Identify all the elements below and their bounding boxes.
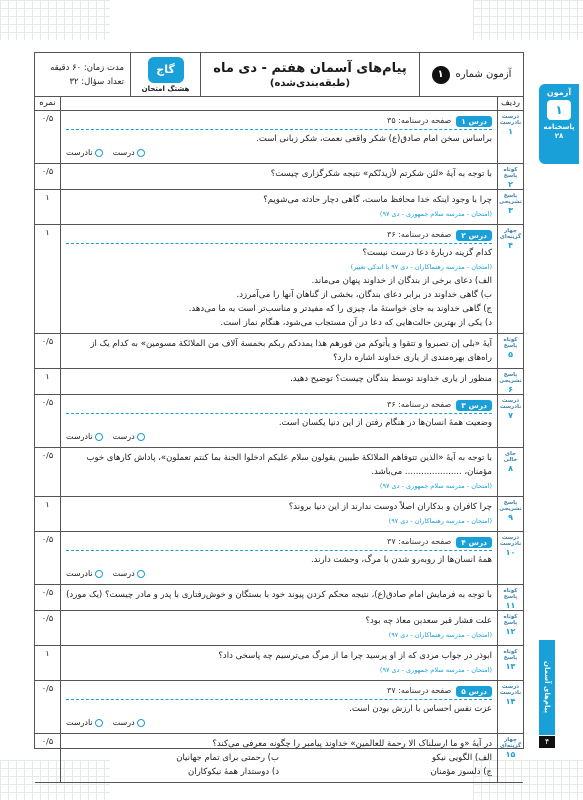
radio-icon[interactable] — [137, 433, 145, 441]
question-number — [497, 395, 523, 447]
question-text: چرا کافران و بدکاران اصلاً دوست ندارند از این دنیا بروند؟ — [288, 502, 492, 512]
true-label: درست — [112, 432, 135, 441]
question-source: (امتحان - مدرسه سلام جمهوری - دی ۹۷) — [379, 482, 492, 490]
question-index: ۶ — [508, 385, 513, 394]
question-score: ۱ — [35, 369, 61, 394]
option-item[interactable]: ج) دلسوز مؤمنان — [430, 767, 492, 777]
question-text: آیهٔ «بلی إن تصبروا و تتقوا و یأتوکم من فورهم هذا یمددکم ربکم بخمسة آلاف من الملائکة مسومین» به کدام یک از راه‌های بهره‌مندی از یاری خداوند اشاره دارد؟ — [90, 339, 492, 363]
option-item: الف) دعای برخی از بندگان از خداوند پنهان می‌ماند. — [311, 276, 492, 286]
exam-number-box — [419, 53, 523, 96]
page-number: ۴ — [539, 736, 555, 748]
question-text: علت فشار قبر سعدبن معاذ چه بود؟ — [365, 616, 492, 626]
question-text: عزت نفس احساس با ارزش بودن است. — [349, 704, 492, 714]
option-item: ج) گاهی خداوند به جای خواستهٔ ما، چیزی را که مفیدتر و مناسب‌تر است به ما می‌دهد. — [188, 304, 492, 314]
question-score: ۰/۵ — [35, 334, 61, 368]
exam-header — [35, 53, 523, 97]
side-tab-label: آزمون — [546, 88, 572, 97]
question-score: ۰/۵ — [35, 611, 61, 645]
true-option[interactable] — [113, 716, 145, 730]
question-type-tag: جای خالی — [503, 451, 518, 463]
question-source: (امتحان - مدرسه رهنماکاران - دی ۹۷) — [388, 631, 492, 639]
question-type-tag: درست نادرست — [499, 114, 522, 126]
false-label: نادرست — [66, 148, 93, 157]
lesson-header — [66, 398, 492, 414]
true-label: درست — [112, 718, 135, 727]
lesson-badge: درس ۲ — [456, 230, 492, 241]
question-text: با توجه به آیهٔ «الذین تتوفاهم الملائکة طیبین یقولون سلام علیکم ادخلوا الجنة بما کنتم تعملون»، پاداش کارهای خوب مؤمنان، ..................... می‌باشد. — [86, 453, 492, 477]
question-score: ۰/۵ — [35, 395, 61, 447]
question-body — [61, 532, 497, 584]
question-text: چرا با وجود اینکه خدا محافظ ماست، گاهی دچار حادثه می‌شویم؟ — [263, 195, 492, 205]
row-column-label: ردیف — [497, 97, 523, 110]
question-index: ۳ — [508, 206, 513, 215]
question-body — [61, 497, 497, 531]
false-option[interactable] — [66, 430, 103, 444]
side-tab-number: ۱ — [547, 100, 571, 120]
lesson-page: صفحه درسنامه: ۳۵ — [387, 116, 452, 125]
false-label: نادرست — [66, 569, 93, 578]
exam-count: تعداد سؤال: ۳۲ — [69, 76, 124, 87]
question-text: ابوذر در جواب مردی که از او پرسید چرا ما از مرگ می‌ترسیم چه پاسخی داد؟ — [218, 651, 492, 661]
question-score: ۰/۵ — [35, 585, 61, 610]
decorative-pattern — [0, 0, 110, 40]
question-source: (امتحان - مدرسه سلام جمهوری - دی ۹۷) — [379, 666, 492, 674]
lesson-page: صفحه درسنامه: ۳۶ — [387, 400, 452, 409]
question-row — [35, 369, 523, 395]
false-option[interactable] — [66, 567, 103, 581]
question-score: ۱ — [35, 225, 61, 333]
exam-meta — [35, 53, 131, 96]
lesson-header — [66, 684, 492, 700]
question-type-tag: کوتاه پاسخ — [503, 588, 518, 600]
question-score: ۰/۵ — [35, 164, 61, 189]
question-row — [35, 111, 523, 164]
question-body — [61, 334, 497, 368]
question-number — [497, 585, 523, 610]
lesson-header — [66, 228, 492, 244]
question-index: ۱ — [508, 127, 513, 136]
question-source: (امتحان - مدرسه رهنماکاران - دی ۹۷) — [388, 517, 492, 525]
question-body — [61, 225, 497, 333]
question-index: ۱۲ — [505, 627, 516, 636]
true-false-choices — [66, 430, 492, 444]
subject-strip: پیام‌های آسمان — [539, 640, 555, 735]
option-item[interactable]: د) دوستدار همهٔ نیکوکاران — [187, 767, 279, 777]
question-number — [497, 681, 523, 733]
question-score: ۱ — [35, 190, 61, 224]
question-body — [61, 646, 497, 680]
question-number — [497, 646, 523, 680]
score-column-label: نمره — [35, 97, 61, 110]
question-text: براساس سخن امام صادق(ع) شکر واقعی نعمت، شکر زبانی است. — [256, 134, 492, 144]
question-text: کدام گزینه دربارهٔ دعا درست نیست؟ — [362, 248, 492, 258]
decorative-pattern — [473, 0, 583, 40]
question-row — [35, 532, 523, 585]
question-type-tag: کوتاه پاسخ — [503, 167, 518, 179]
option-item: ب) گاهی خداوند در برابر دعای بندگان، بخشی از گناهان آنها را می‌آمرزد. — [236, 290, 492, 300]
lesson-badge: درس ۴ — [456, 537, 492, 548]
question-body — [61, 448, 497, 496]
question-text: همهٔ انسان‌ها از روبه‌رو شدن با مرگ، وحشت دارند. — [310, 555, 492, 565]
radio-icon[interactable] — [95, 570, 103, 578]
question-row — [35, 448, 523, 497]
question-number — [497, 497, 523, 531]
question-type-tag: درست نادرست — [499, 684, 522, 696]
question-index: ۸ — [508, 464, 513, 473]
question-index: ۹ — [508, 513, 513, 522]
exam-title: پیام‌های آسمان هفتم - دی ماه — [213, 60, 407, 76]
radio-icon[interactable] — [95, 433, 103, 441]
question-row — [35, 497, 523, 532]
question-body — [61, 734, 497, 782]
question-number — [497, 164, 523, 189]
question-index: ۷ — [508, 411, 513, 420]
question-index: ۱۰ — [505, 548, 516, 557]
option-grid — [66, 751, 492, 779]
false-label: نادرست — [66, 432, 93, 441]
true-false-choices — [66, 146, 492, 160]
question-row — [35, 164, 523, 190]
question-type-tag: کوتاه پاسخ — [503, 614, 518, 626]
question-body — [61, 369, 497, 394]
question-number — [497, 190, 523, 224]
question-row — [35, 190, 523, 225]
lesson-header — [66, 114, 492, 130]
question-score: ۰/۵ — [35, 532, 61, 584]
question-number — [497, 448, 523, 496]
lesson-header — [66, 535, 492, 551]
true-false-choices — [66, 567, 492, 581]
question-text: وضعیت همهٔ انسان‌ها در هنگام رفتن از این دنیا یکسان است. — [278, 418, 492, 428]
question-number — [497, 369, 523, 394]
question-index: ۱۱ — [505, 601, 516, 610]
question-row — [35, 225, 523, 334]
question-index: ۲ — [508, 180, 513, 189]
question-score: ۰/۵ — [35, 448, 61, 496]
question-row — [35, 395, 523, 448]
question-row — [35, 646, 523, 681]
exam-subtitle: (طبقه‌بندی‌شده) — [269, 77, 351, 89]
true-option[interactable] — [113, 146, 145, 160]
logo-caption: هشتگ امتحان — [141, 84, 190, 93]
question-index: ۱۴ — [505, 697, 516, 706]
option-item[interactable]: ب) رحمتی برای تمام جهانیان — [176, 753, 279, 763]
question-type-tag: پاسخ تشریحی — [499, 193, 522, 205]
lesson-badge: درس ۱ — [456, 116, 492, 127]
exam-number: ۱ — [432, 66, 450, 84]
question-number — [497, 611, 523, 645]
question-type-tag: کوتاه پاسخ — [503, 337, 518, 349]
question-row — [35, 334, 523, 369]
question-type-tag: چهار گزینه‌ای — [499, 737, 522, 749]
question-text: منظور از یاری خداوند توسط بندگان چیست؟ توضیح دهید. — [290, 374, 492, 384]
question-body — [61, 395, 497, 447]
lesson-badge: درس ۵ — [456, 686, 492, 697]
exam-title-box — [201, 53, 419, 96]
question-number — [497, 734, 523, 782]
question-score: ۰/۵ — [35, 734, 61, 782]
radio-icon[interactable] — [137, 719, 145, 727]
exam-time: مدت زمان: ۶۰ دقیقه — [50, 62, 124, 73]
true-false-choices — [66, 716, 492, 730]
question-type-tag: درست نادرست — [499, 398, 522, 410]
question-number — [497, 334, 523, 368]
question-index: ۱۵ — [505, 750, 516, 759]
question-list — [35, 111, 523, 783]
column-header — [35, 97, 523, 111]
true-option[interactable] — [113, 430, 145, 444]
question-body — [61, 681, 497, 733]
question-body — [61, 611, 497, 645]
question-score: ۰/۵ — [35, 111, 61, 163]
question-text: در آیهٔ «و ما ارسلناک الا رحمة للعالمین» خداوند پیامبر را چگونه معرفی می‌کند؟ — [212, 739, 492, 749]
radio-icon[interactable] — [95, 719, 103, 727]
question-body — [61, 164, 497, 189]
side-tab-answer: پاسخنامه ۲۸ — [543, 123, 575, 140]
question-score: ۱ — [35, 646, 61, 680]
lesson-page: صفحه درسنامه: ۳۶ — [387, 230, 452, 239]
question-type-tag: چهار گزینه‌ای — [499, 228, 522, 240]
question-score: ۰/۵ — [35, 681, 61, 733]
radio-icon[interactable] — [137, 570, 145, 578]
question-source: (امتحان - مدرسه سلام جمهوری - دی ۹۷) — [379, 210, 492, 218]
lesson-page: صفحه درسنامه: ۳۷ — [387, 537, 452, 546]
question-number — [497, 111, 523, 163]
question-text: با توجه به آیهٔ «لئن شکرتم لأزیدنّکم» نتیجه شکرگزاری چیست؟ — [270, 169, 492, 179]
false-option[interactable] — [66, 146, 103, 160]
question-type-tag: درست نادرست — [499, 535, 522, 547]
question-number — [497, 532, 523, 584]
question-type-tag: کوتاه پاسخ — [503, 649, 518, 661]
question-text: با توجه به فرمایش امام صادق(ع)، نتیجه محکم کردن پیوند خود با بستگان و خوش‌رفتاری با پدر و مادر چیست؟ (یک مورد) — [66, 590, 492, 600]
question-score: ۱ — [35, 497, 61, 531]
false-label: نادرست — [66, 718, 93, 727]
exam-sheet — [34, 52, 524, 777]
radio-icon[interactable] — [95, 149, 103, 157]
lesson-page: صفحه درسنامه: ۳۷ — [387, 686, 452, 695]
question-number — [497, 225, 523, 333]
option-item: د) یکی از بهترین حالت‌هایی که دعا در آن مستجاب می‌شود، هنگام نماز است. — [220, 318, 492, 328]
exam-label: آزمون شماره — [455, 69, 512, 80]
true-label: درست — [112, 569, 135, 578]
logo-mark: گاج — [148, 57, 184, 83]
question-row — [35, 681, 523, 734]
exam-side-tab — [539, 84, 579, 164]
question-index: ۵ — [508, 350, 513, 359]
radio-icon[interactable] — [137, 149, 145, 157]
question-body — [61, 190, 497, 224]
question-body — [61, 111, 497, 163]
question-index: ۱۳ — [505, 662, 516, 671]
question-body — [61, 585, 497, 610]
option-item[interactable]: الف) الگویی نیکو — [432, 753, 492, 763]
question-row — [35, 585, 523, 611]
question-row — [35, 734, 523, 783]
logo — [131, 53, 201, 96]
question-source: (امتحان - مدرسه رهنماکاران - دی ۹۷ با اندکی تغییر) — [350, 263, 492, 271]
question-type-tag: پاسخ تشریحی — [499, 500, 522, 512]
question-type-tag: پاسخ تشریحی — [499, 372, 522, 384]
false-option[interactable] — [66, 716, 103, 730]
true-option[interactable] — [113, 567, 145, 581]
question-index: ۴ — [508, 241, 513, 250]
question-row — [35, 611, 523, 646]
lesson-badge: درس ۳ — [456, 400, 492, 411]
true-label: درست — [112, 148, 135, 157]
